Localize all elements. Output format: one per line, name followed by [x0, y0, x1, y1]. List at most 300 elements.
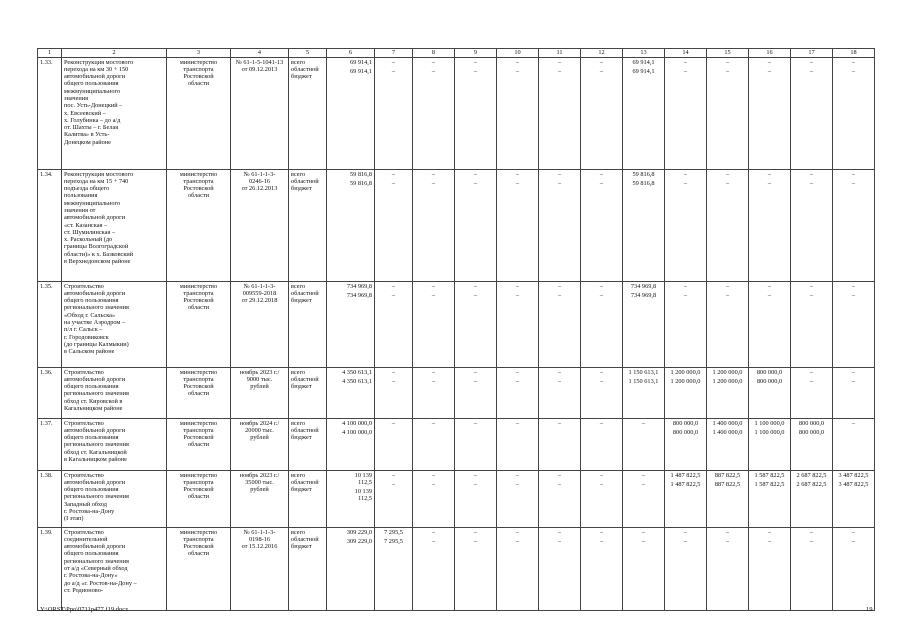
amount-regional: – — [767, 291, 772, 299]
source-total-label: всего — [291, 170, 306, 178]
amount-total: – — [767, 282, 772, 290]
table-row — [38, 528, 875, 611]
amount-total: – — [809, 58, 814, 66]
amount-cell — [539, 282, 581, 368]
amount-total: – — [473, 58, 478, 66]
row-number: 1.33. — [38, 58, 62, 170]
source-regional-label: областной бюджет — [291, 375, 319, 391]
amount-cell — [665, 282, 707, 368]
amount-cell — [581, 170, 623, 282]
amount-total: – — [725, 58, 730, 66]
amount-regional: – — [391, 480, 396, 488]
amount-cell — [413, 170, 455, 282]
amount-regional: 69 914,1 — [632, 67, 655, 75]
amount-cell — [413, 471, 455, 528]
amount-cell — [791, 170, 833, 282]
amount-cell — [665, 368, 707, 419]
amount-regional: – — [431, 67, 436, 75]
amount-total: – — [557, 419, 562, 427]
amount-total: – — [767, 58, 772, 66]
amount-total: – — [809, 282, 814, 290]
amount-regional: 734 969,8 — [630, 291, 657, 299]
amount-cell — [539, 170, 581, 282]
amount-regional: 4 350 613,1 — [342, 377, 372, 385]
amount-total: – — [391, 471, 396, 479]
amount-total: – — [767, 170, 772, 178]
amount-cell — [455, 170, 497, 282]
amount-total: 59 816,8 — [632, 170, 655, 178]
amount-total: 1 150 613,1 — [628, 368, 659, 376]
amount-total: 800 000,0 — [756, 368, 783, 376]
amount-regional: – — [683, 291, 688, 299]
amount-total: – — [599, 419, 604, 427]
amount-cell — [327, 58, 375, 170]
amount-total: – — [599, 528, 604, 536]
amount-total: 3 487 822,5 — [838, 471, 869, 479]
source-regional-label: областной бюджет — [291, 535, 319, 551]
amount-cell — [375, 170, 413, 282]
amount-regional: – — [683, 67, 688, 75]
table-row — [38, 471, 875, 528]
amount-total: – — [599, 58, 604, 66]
amount-total: – — [473, 419, 478, 427]
amount-total: – — [431, 282, 436, 290]
amount-total: 1 587 822,5 — [754, 471, 785, 479]
amount-total: – — [515, 471, 520, 479]
amount-regional: – — [599, 179, 604, 187]
column-number: 15 — [707, 49, 749, 58]
responsible-org: министерство транспорта Ростовской области — [167, 58, 231, 170]
funding-source — [289, 368, 327, 419]
amount-cell — [707, 170, 749, 282]
amount-total: – — [473, 368, 478, 376]
column-number: 2 — [62, 49, 167, 58]
amount-cell — [375, 58, 413, 170]
amount-regional: 1 100 000,0 — [754, 428, 785, 436]
amount-cell — [455, 282, 497, 368]
amount-total: – — [431, 471, 436, 479]
amount-total: – — [851, 528, 856, 536]
amount-cell — [623, 528, 665, 611]
column-number: 6 — [327, 49, 375, 58]
responsible-org: министерство транспорта Ростовской области — [167, 282, 231, 368]
amount-regional: 1 150 613,1 — [628, 377, 659, 385]
amount-cell — [833, 419, 875, 471]
object-name: Строительство автомобильной дороги общего пользования регионального значения «Обход г. Сальска» на участке Аэродром – п/л г. Сальск – г. Городовиковск (до границы Калмыкии) в Сальском районе — [62, 282, 167, 368]
amount-regional: – — [515, 67, 520, 75]
amount-cell — [539, 528, 581, 611]
amount-regional: – — [851, 67, 856, 75]
amount-total: 4 350 613,1 — [342, 368, 372, 376]
column-number: 12 — [581, 49, 623, 58]
amount-cell — [375, 528, 413, 611]
amount-cell — [497, 419, 539, 471]
table-row — [38, 58, 875, 170]
amount-regional: 69 914,1 — [349, 67, 372, 75]
amount-total: 800 000,0 — [798, 419, 825, 427]
amount-total: – — [599, 368, 604, 376]
source-total-label: всего — [291, 419, 306, 427]
row-number: 1.37. — [38, 419, 62, 471]
funding-source — [289, 471, 327, 528]
amount-regional: 7 295,5 — [384, 537, 403, 545]
document-reference: ноябрь 2023 г./ 9000 тыс. рублей — [231, 368, 289, 419]
amount-regional: – — [473, 377, 478, 385]
amount-cell — [375, 282, 413, 368]
amount-regional: 59 816,8 — [349, 179, 372, 187]
amount-regional: – — [473, 291, 478, 299]
amount-regional: – — [809, 377, 814, 385]
row-number: 1.38. — [38, 471, 62, 528]
amount-regional: – — [725, 179, 730, 187]
column-number: 18 — [833, 49, 875, 58]
amount-cell — [455, 58, 497, 170]
amount-total: – — [473, 282, 478, 290]
amount-regional: 1 200 000,0 — [670, 377, 701, 385]
table-row — [38, 170, 875, 282]
amount-cell — [749, 528, 791, 611]
document-reference: № 61-1-5-1041-13 от 09.12.2013 — [231, 58, 289, 170]
amount-total: – — [851, 419, 856, 427]
amount-regional: 309 229,0 — [346, 537, 372, 545]
amount-total: – — [557, 282, 562, 290]
amount-cell — [497, 170, 539, 282]
amount-cell — [581, 368, 623, 419]
amount-regional: – — [725, 537, 730, 545]
row-number: 1.35. — [38, 282, 62, 368]
page-number: 19 — [866, 606, 873, 613]
amount-regional: – — [557, 537, 562, 545]
amount-total: 69 914,1 — [632, 58, 655, 66]
amount-total: – — [391, 282, 396, 290]
amount-total: – — [641, 528, 646, 536]
amount-total: – — [557, 471, 562, 479]
amount-cell — [497, 368, 539, 419]
column-number: 17 — [791, 49, 833, 58]
amount-total: – — [725, 170, 730, 178]
column-number: 16 — [749, 49, 791, 58]
source-regional-label: областной бюджет — [291, 65, 319, 81]
amount-regional: – — [599, 537, 604, 545]
amount-regional: – — [515, 291, 520, 299]
amount-regional: – — [683, 537, 688, 545]
responsible-org: министерство транспорта Ростовской области — [167, 528, 231, 611]
column-number: 7 — [375, 49, 413, 58]
amount-regional: – — [557, 480, 562, 488]
object-name: Реконструкция мостового перехода на км 15 + 740 подъезда общего пользования межмуниципального значения от автомобильной дороги «ст. Казанская – ст. Шумилинская – х. Раскольный (до границы Волгоградской области)» к х. Базковский в Верхнедонском районе — [62, 170, 167, 282]
amount-regional: 1 487 822,5 — [670, 480, 701, 488]
column-number: 13 — [623, 49, 665, 58]
amount-regional: – — [431, 537, 436, 545]
amount-cell — [581, 58, 623, 170]
source-regional-label: областной бюджет — [291, 177, 319, 193]
amount-cell — [623, 419, 665, 471]
amount-cell — [665, 170, 707, 282]
amount-cell — [581, 471, 623, 528]
source-total-label: всего — [291, 368, 306, 376]
amount-total: 1 100 000,0 — [754, 419, 785, 427]
amount-regional: – — [683, 179, 688, 187]
amount-cell — [327, 471, 375, 528]
amount-regional: – — [473, 179, 478, 187]
amount-regional: – — [599, 377, 604, 385]
amount-total: – — [431, 368, 436, 376]
table-row — [38, 282, 875, 368]
amount-cell — [707, 471, 749, 528]
amount-total: – — [809, 528, 814, 536]
amount-total: – — [473, 471, 478, 479]
amount-regional: – — [725, 291, 730, 299]
source-total-label: всего — [291, 528, 306, 536]
amount-regional: – — [431, 179, 436, 187]
amount-total: – — [557, 170, 562, 178]
amount-total: 734 969,8 — [346, 282, 372, 290]
amount-cell — [833, 368, 875, 419]
amount-cell — [665, 58, 707, 170]
amount-regional: – — [515, 377, 520, 385]
amount-cell — [707, 419, 749, 471]
amount-cell — [749, 170, 791, 282]
amount-cell — [665, 419, 707, 471]
amount-regional: – — [557, 67, 562, 75]
amount-cell — [497, 471, 539, 528]
amount-cell — [375, 419, 413, 471]
amount-cell — [791, 419, 833, 471]
amount-regional: – — [725, 67, 730, 75]
amount-cell — [833, 471, 875, 528]
amount-cell — [455, 528, 497, 611]
amount-regional: 2 687 822,5 — [796, 480, 827, 488]
amount-total: – — [557, 528, 562, 536]
amount-total: – — [557, 368, 562, 376]
amount-total: – — [851, 282, 856, 290]
amount-total: – — [473, 170, 478, 178]
amount-cell — [413, 282, 455, 368]
column-number: 10 — [497, 49, 539, 58]
source-regional-label: областной бюджет — [291, 289, 319, 305]
amount-cell — [665, 528, 707, 611]
amount-regional: – — [641, 480, 646, 488]
responsible-org: министерство транспорта Ростовской области — [167, 170, 231, 282]
amount-regional: – — [557, 291, 562, 299]
column-number: 14 — [665, 49, 707, 58]
amount-total: – — [641, 419, 646, 427]
amount-total: – — [557, 58, 562, 66]
amount-cell — [707, 282, 749, 368]
amount-regional: – — [515, 480, 520, 488]
document-reference: № 61-1-1-3- 0198-16 от 15.12.2016 — [231, 528, 289, 611]
amount-cell — [749, 471, 791, 528]
funding-source — [289, 282, 327, 368]
object-name: Строительство автомобильной дороги общего пользования регионального значения обход ст. Кировской в Кагальницком районе — [62, 368, 167, 419]
amount-cell — [539, 368, 581, 419]
amount-total: – — [391, 58, 396, 66]
amount-cell — [581, 282, 623, 368]
amount-total: – — [599, 471, 604, 479]
amount-total: 2 687 822,5 — [796, 471, 827, 479]
amount-regional: 800 000,0 — [756, 377, 783, 385]
amount-total: – — [809, 368, 814, 376]
column-number: 1 — [38, 49, 62, 58]
amount-regional: – — [431, 377, 436, 385]
amount-total: 59 816,8 — [349, 170, 372, 178]
amount-regional: – — [599, 291, 604, 299]
amount-cell — [581, 419, 623, 471]
amount-total: – — [515, 368, 520, 376]
amount-cell — [581, 528, 623, 611]
document-reference: ноябрь 2024 г./ 20000 тыс. рублей — [231, 419, 289, 471]
program-table — [37, 48, 875, 611]
amount-regional: – — [809, 179, 814, 187]
amount-regional: – — [599, 480, 604, 488]
amount-regional: 3 487 822,5 — [838, 480, 869, 488]
amount-regional: 887 822,5 — [714, 480, 741, 488]
amount-cell — [539, 471, 581, 528]
amount-total: 7 295,5 — [384, 528, 403, 536]
column-number: 8 — [413, 49, 455, 58]
amount-cell — [375, 368, 413, 419]
amount-regional: – — [473, 67, 478, 75]
amount-cell — [413, 419, 455, 471]
amount-regional: 1 587 822,5 — [754, 480, 785, 488]
file-path: Y:\ORST\Ppo\0711p477.f19.docx — [40, 606, 129, 613]
amount-total: 10 139 112,5 — [354, 471, 372, 486]
document-reference: ноябрь 2023 г./ 35000 тыс. рублей — [231, 471, 289, 528]
amount-cell — [623, 471, 665, 528]
table-row — [38, 368, 875, 419]
object-name: Реконструкция мостового перехода на км 30 + 150 автомобильной дороги общего пользования межмуниципального значения пос. Усть-Донецкий – х. Евсеевский – х. Голубинка – до а/д от. Шахты – г. Белая Калитва» в Усть- Донецком районе — [62, 58, 167, 170]
amount-total: – — [851, 58, 856, 66]
source-regional-label: областной бюджет — [291, 478, 319, 494]
amount-total: – — [391, 368, 396, 376]
amount-cell — [413, 58, 455, 170]
amount-total: – — [599, 282, 604, 290]
amount-regional: – — [557, 179, 562, 187]
amount-regional: – — [391, 291, 396, 299]
amount-total: – — [391, 170, 396, 178]
column-number: 11 — [539, 49, 581, 58]
amount-cell — [375, 471, 413, 528]
amount-cell — [707, 58, 749, 170]
amount-total: – — [683, 528, 688, 536]
amount-regional: – — [809, 537, 814, 545]
document-reference: № 61-1-1-3- 009559-2018 от 29.12.2018 — [231, 282, 289, 368]
source-total-label: всего — [291, 58, 306, 66]
amount-cell — [327, 528, 375, 611]
amount-regional: 800 000,0 — [798, 428, 825, 436]
amount-regional: 59 816,8 — [632, 179, 655, 187]
amount-total: – — [515, 170, 520, 178]
amount-cell — [749, 368, 791, 419]
source-regional-label: областной бюджет — [291, 426, 319, 442]
amount-total: 1 200 000,0 — [712, 368, 743, 376]
document-reference: № 61-1-1-3- 0246-16 от 26.12.2013 — [231, 170, 289, 282]
amount-cell — [539, 58, 581, 170]
row-number: 1.34. — [38, 170, 62, 282]
amount-cell — [791, 528, 833, 611]
amount-regional: 1 400 000,0 — [712, 428, 743, 436]
amount-cell — [707, 528, 749, 611]
amount-regional: – — [391, 377, 396, 385]
amount-total: 887 822,5 — [714, 471, 741, 479]
amount-cell — [707, 368, 749, 419]
funding-source — [289, 528, 327, 611]
column-number: 9 — [455, 49, 497, 58]
amount-cell — [539, 419, 581, 471]
amount-total: – — [767, 528, 772, 536]
amount-total: – — [641, 471, 646, 479]
amount-cell — [791, 58, 833, 170]
funding-source — [289, 58, 327, 170]
amount-regional: – — [641, 537, 646, 545]
amount-regional: – — [473, 480, 478, 488]
amount-regional: 1 200 000,0 — [712, 377, 743, 385]
amount-cell — [327, 282, 375, 368]
amount-total: 1 400 000,0 — [712, 419, 743, 427]
amount-cell — [623, 368, 665, 419]
table-row — [38, 419, 875, 471]
object-name: Строительство соединительной автомобильной дороги общего пользования регионального значения от а/д «Северный обход г. Ростова-на-Дону» до а/д «г. Ростов-на-Дону – ст. Родионово- — [62, 528, 167, 611]
amount-cell — [749, 419, 791, 471]
amount-cell — [455, 368, 497, 419]
amount-total: 800 000,0 — [672, 419, 699, 427]
amount-cell — [455, 419, 497, 471]
amount-total: – — [683, 170, 688, 178]
amount-total: – — [515, 419, 520, 427]
amount-cell — [327, 368, 375, 419]
amount-cell — [413, 368, 455, 419]
amount-total: – — [683, 58, 688, 66]
amount-total: – — [515, 528, 520, 536]
amount-regional: 734 969,8 — [346, 291, 372, 299]
amount-regional: – — [809, 67, 814, 75]
amount-cell — [455, 471, 497, 528]
amount-total: – — [431, 419, 436, 427]
amount-cell — [833, 170, 875, 282]
object-name: Строительство автомобильной дороги общего пользования регионального значения обход ст. Кагальницкой в Кагальницком районе — [62, 419, 167, 471]
amount-cell — [833, 58, 875, 170]
row-number: 1.39. — [38, 528, 62, 611]
amount-cell — [497, 58, 539, 170]
amount-total: – — [515, 282, 520, 290]
amount-total: 1 200 000,0 — [670, 368, 701, 376]
amount-total: 1 487 822,5 — [670, 471, 701, 479]
amount-total: – — [683, 282, 688, 290]
funding-source — [289, 170, 327, 282]
amount-regional: – — [767, 179, 772, 187]
amount-regional: – — [767, 537, 772, 545]
amount-cell — [833, 528, 875, 611]
column-number-row — [38, 49, 875, 58]
amount-total: – — [851, 368, 856, 376]
amount-total: 69 914,1 — [349, 58, 372, 66]
amount-cell — [413, 528, 455, 611]
amount-cell — [749, 58, 791, 170]
amount-regional: 4 100 000,0 — [342, 428, 372, 436]
responsible-org: министерство транспорта Ростовской области — [167, 419, 231, 471]
amount-regional: 800 000,0 — [672, 428, 699, 436]
amount-total: – — [809, 170, 814, 178]
amount-regional: – — [767, 67, 772, 75]
amount-regional: – — [557, 377, 562, 385]
amount-total: – — [599, 170, 604, 178]
amount-regional: – — [391, 179, 396, 187]
amount-cell — [327, 170, 375, 282]
amount-total: – — [851, 170, 856, 178]
amount-cell — [327, 419, 375, 471]
amount-cell — [623, 170, 665, 282]
amount-total: 309 229,0 — [346, 528, 372, 536]
